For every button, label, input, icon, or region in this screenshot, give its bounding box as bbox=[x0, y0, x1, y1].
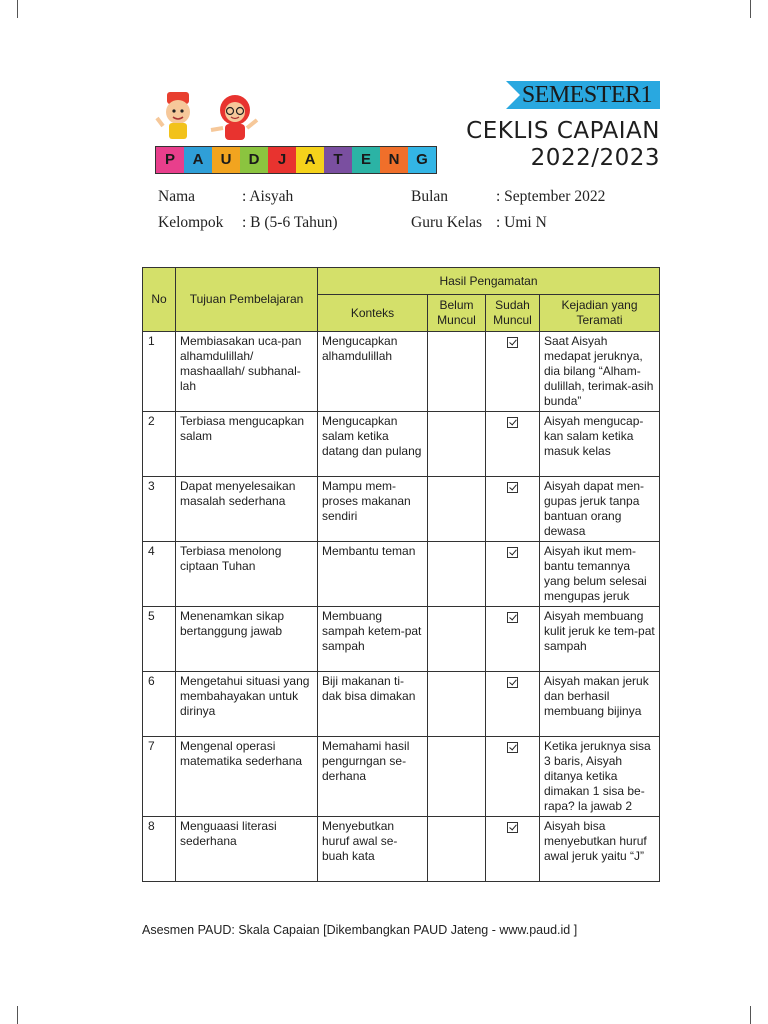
row-tujuan: Mengenal operasi matematika sederhana bbox=[176, 737, 318, 817]
row-sudah-cell bbox=[486, 477, 540, 542]
logo-letter: A bbox=[184, 147, 212, 173]
row-sudah-cell bbox=[486, 607, 540, 672]
row-sudah-cell bbox=[486, 737, 540, 817]
row-tujuan: Dapat menyelesaikan masalah sederhana bbox=[176, 477, 318, 542]
row-tujuan: Terbiasa menolong ciptaan Tuhan bbox=[176, 542, 318, 607]
row-kejadian: Aisyah makan jeruk dan berhasil membuang bijinya bbox=[540, 672, 660, 737]
row-sudah-cell bbox=[486, 817, 540, 882]
table-row bbox=[143, 672, 660, 737]
table-row bbox=[143, 412, 660, 477]
table-row bbox=[143, 477, 660, 542]
checkbox-checked-icon bbox=[507, 742, 518, 753]
checkbox-checked-icon bbox=[507, 417, 518, 428]
row-konteks: Mampu mem-proses makanan sendiri bbox=[318, 477, 428, 542]
row-belum-cell bbox=[428, 607, 486, 672]
row-kejadian: Aisyah dapat men-gupas jeruk tanpa bantuan orang dewasa bbox=[540, 477, 660, 542]
logo-letter: N bbox=[380, 147, 408, 173]
row-konteks: Biji makanan ti-dak bisa dimakan bbox=[318, 672, 428, 737]
row-konteks: Membantu teman bbox=[318, 542, 428, 607]
row-no: 4 bbox=[143, 542, 176, 607]
row-belum-cell bbox=[428, 672, 486, 737]
row-no: 7 bbox=[143, 737, 176, 817]
logo-letter: P bbox=[156, 147, 184, 173]
checkbox-checked-icon bbox=[507, 822, 518, 833]
checkbox-checked-icon bbox=[507, 612, 518, 623]
row-sudah-cell bbox=[486, 542, 540, 607]
header-tujuan: Tujuan Pembelajaran bbox=[176, 268, 318, 332]
bulan-label: Bulan bbox=[411, 188, 449, 205]
table-row bbox=[143, 817, 660, 882]
crop-mark bbox=[750, 0, 768, 18]
row-belum-cell bbox=[428, 332, 486, 412]
kids-mascot-icon bbox=[155, 90, 265, 146]
row-belum-cell bbox=[428, 477, 486, 542]
row-belum-cell bbox=[428, 737, 486, 817]
guru-value: : Umi N bbox=[496, 214, 547, 231]
checkbox-checked-icon bbox=[507, 677, 518, 688]
checkbox-checked-icon bbox=[507, 547, 518, 558]
logo-letter: G bbox=[408, 147, 436, 173]
header-sudah: Sudah Muncul bbox=[486, 295, 540, 332]
guru-label: Guru Kelas bbox=[411, 214, 483, 231]
nama-value: : Aisyah bbox=[242, 188, 294, 205]
table-row bbox=[143, 542, 660, 607]
row-tujuan: Mengetahui situasi yang membahayakan untuk dirinya bbox=[176, 672, 318, 737]
row-no: 5 bbox=[143, 607, 176, 672]
page-footer: Asesmen PAUD: Skala Capaian [Dikembangkan PAUD Jateng - www.paud.id ] bbox=[142, 923, 578, 937]
row-kejadian: Aisyah membuang kulit jeruk ke tem-pat sampah bbox=[540, 607, 660, 672]
header-belum: Belum Muncul bbox=[428, 295, 486, 332]
row-sudah-cell bbox=[486, 332, 540, 412]
row-konteks: Membuang sampah ketem-pat sampah bbox=[318, 607, 428, 672]
semester-label: SEMESTER1 bbox=[521, 82, 652, 108]
row-konteks: Mengucapkan salam ketika datang dan pulang bbox=[318, 412, 428, 477]
semester-banner bbox=[506, 81, 660, 109]
crop-mark bbox=[0, 1006, 18, 1024]
row-konteks: Memahami hasil pengurngan se-derhana bbox=[318, 737, 428, 817]
header-konteks: Konteks bbox=[318, 295, 428, 332]
checkbox-checked-icon bbox=[507, 482, 518, 493]
logo-letter: T bbox=[324, 147, 352, 173]
row-kejadian: Ketika jeruknya sisa 3 baris, Aisyah ditanya ketika dimakan 1 sisa be-rapa? la jawab 2 bbox=[540, 737, 660, 817]
logo-letter: A bbox=[296, 147, 324, 173]
nama-label: Nama bbox=[158, 188, 196, 205]
row-belum-cell bbox=[428, 817, 486, 882]
checkbox-checked-icon bbox=[507, 337, 518, 348]
table-row bbox=[143, 737, 660, 817]
table-row bbox=[143, 332, 660, 412]
table-row bbox=[143, 607, 660, 672]
row-no: 2 bbox=[143, 412, 176, 477]
logo-letter: E bbox=[352, 147, 380, 173]
row-konteks: Menyebutkan huruf awal se-buah kata bbox=[318, 817, 428, 882]
row-kejadian: Aisyah mengucap-kan salam ketika masuk kelas bbox=[540, 412, 660, 477]
row-belum-cell bbox=[428, 542, 486, 607]
row-sudah-cell bbox=[486, 412, 540, 477]
row-no: 3 bbox=[143, 477, 176, 542]
title-line-2: 2022/2023 bbox=[530, 145, 660, 171]
row-tujuan: Terbiasa mengucapkan salam bbox=[176, 412, 318, 477]
checklist-table bbox=[142, 267, 660, 882]
header-no: No bbox=[143, 268, 176, 332]
kelompok-label: Kelompok bbox=[158, 214, 224, 231]
row-tujuan: Menguaasi literasi sederhana bbox=[176, 817, 318, 882]
row-belum-cell bbox=[428, 412, 486, 477]
logo-letter: D bbox=[240, 147, 268, 173]
crop-mark bbox=[750, 1006, 768, 1024]
row-no: 6 bbox=[143, 672, 176, 737]
row-kejadian: Aisyah ikut mem-bantu temannya yang belum selesai mengupas jeruk bbox=[540, 542, 660, 607]
logo-letter-strip bbox=[155, 146, 437, 174]
header-hasil: Hasil Pengamatan bbox=[318, 268, 660, 295]
crop-mark bbox=[0, 0, 18, 18]
row-tujuan: Menenamkan sikap bertanggung jawab bbox=[176, 607, 318, 672]
row-tujuan: Membiasakan uca-pan alhamdulillah/ mashaallah/ subhanal-lah bbox=[176, 332, 318, 412]
bulan-value: : September 2022 bbox=[496, 188, 606, 205]
kelompok-value: : B (5-6 Tahun) bbox=[242, 214, 338, 231]
page-title bbox=[466, 118, 660, 172]
paud-jateng-logo bbox=[155, 90, 435, 174]
title-line-1: CEKLIS CAPAIAN bbox=[466, 118, 660, 144]
row-konteks: Mengucapkan alhamdulillah bbox=[318, 332, 428, 412]
row-kejadian: Aisyah bisa menyebutkan huruf awal jeruk yaitu “J” bbox=[540, 817, 660, 882]
logo-letter: U bbox=[212, 147, 240, 173]
row-kejadian: Saat Aisyah medapat jeruknya, dia bilang “Alham-dulillah, terimak-asih bunda” bbox=[540, 332, 660, 412]
header-kejadian: Kejadian yang Teramati bbox=[540, 295, 660, 332]
row-no: 1 bbox=[143, 332, 176, 412]
row-sudah-cell bbox=[486, 672, 540, 737]
logo-letter: J bbox=[268, 147, 296, 173]
row-no: 8 bbox=[143, 817, 176, 882]
